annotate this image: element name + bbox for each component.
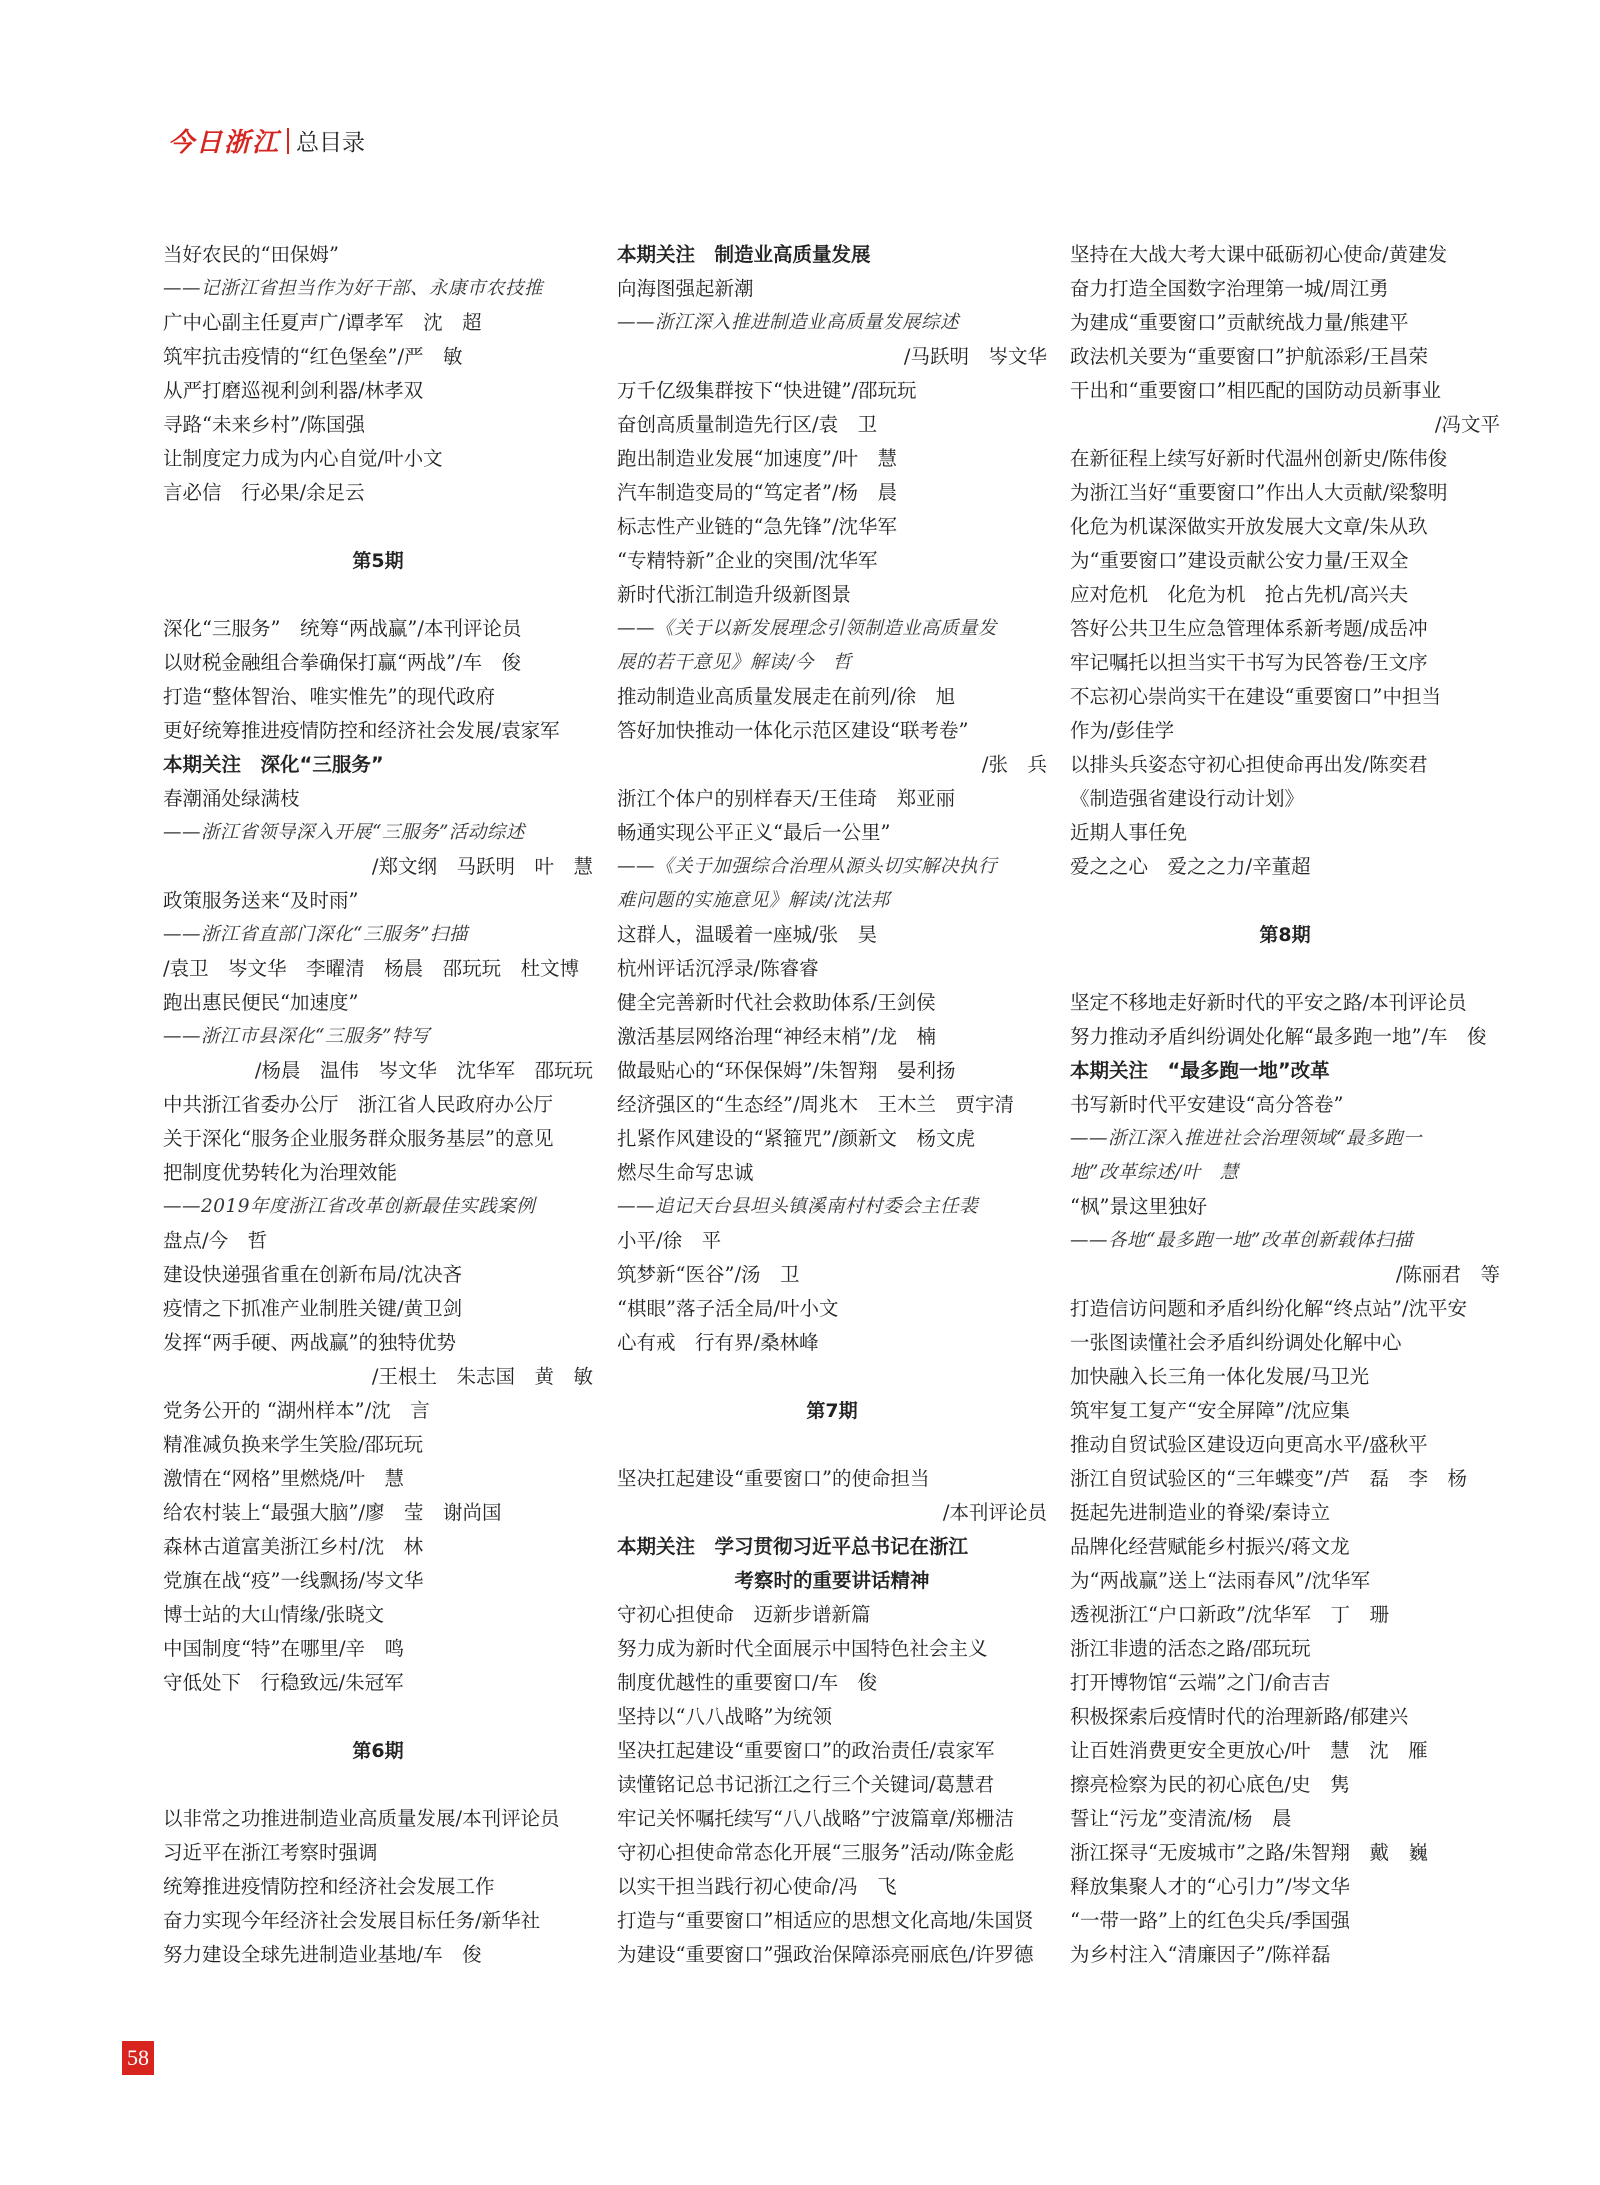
toc-entry: 释放集聚人才的“心引力”/岑文华	[1070, 1875, 1351, 1898]
toc-entry: 做最贴心的“环保保姆”/朱智翔 晏利扬	[617, 1059, 956, 1082]
toc-subtitle: ——浙江深入推进制造业高质量发展综述	[617, 312, 960, 333]
toc-entry: “专精特新”企业的突围/沈华军	[617, 549, 878, 572]
toc-entry: 更好统筹推进疫情防控和经济社会发展/袁家军	[163, 719, 560, 742]
issue-heading: 第7期	[806, 1400, 858, 1422]
toc-entry: 努力推动矛盾纠纷调处化解“最多跑一地”/车 俊	[1070, 1025, 1487, 1048]
spacer	[1070, 884, 1500, 918]
toc-entry: 推动自贸试验区建设迈向更高水平/盛秋平	[1070, 1433, 1428, 1456]
toc-subtitle: ——《关于加强综合治理从源头切实解决执行	[617, 856, 998, 877]
toc-entry: 以实干担当践行初心使命/冯 飞	[617, 1875, 897, 1898]
toc-author-line: /杨晨 温伟 岑文华 沈华军 邵玩玩	[254, 1059, 593, 1082]
toc-subtitle: ——浙江市县深化“三服务”特写	[163, 1026, 430, 1047]
toc-column-1	[163, 238, 593, 1972]
toc-entry: 筑牢抗击疫情的“红色堡垒”/严 敏	[163, 345, 463, 368]
toc-entry: 化危为机谋深做实开放发展大文章/朱从玖	[1070, 515, 1428, 538]
toc-entry: 为建成“重要窗口”贡献统战力量/熊建平	[1070, 311, 1409, 334]
feature-heading: 本期关注 深化“三服务”	[163, 753, 384, 776]
toc-entry: 推动制造业高质量发展走在前列/徐 旭	[617, 685, 956, 708]
toc-subtitle: ——《关于以新发展理念引领制造业高质量发	[617, 618, 998, 639]
toc-entry: 激活基层网络治理“神经末梢”/龙 楠	[617, 1025, 937, 1048]
toc-entry: 杭州评话沉浮录/陈睿睿	[617, 957, 819, 980]
toc-subtitle: 展的若干意见》解读/今 哲	[617, 652, 852, 673]
toc-subtitle: 地”改革综述/叶 慧	[1070, 1162, 1239, 1183]
toc-entry: 答好加快推动一体化示范区建设“联考卷”	[617, 719, 969, 742]
toc-entry: 打造信访问题和矛盾纠纷化解“终点站”/沈平安	[1070, 1297, 1468, 1320]
toc-entry: 浙江非遗的活态之路/邵玩玩	[1070, 1637, 1311, 1660]
toc-entry: 不忘初心崇尚实干在建设“重要窗口”中担当	[1070, 685, 1441, 708]
toc-entry: 努力成为新时代全面展示中国特色社会主义	[617, 1637, 988, 1660]
spacer	[617, 1360, 1047, 1394]
toc-entry: 广中心副主任夏声广/谭孝军 沈 超	[163, 311, 482, 334]
toc-entry: 爱之之心 爱之之力/辛董超	[1070, 855, 1311, 878]
toc-entry: 坚决扛起建设“重要窗口”的政治责任/袁家军	[617, 1739, 995, 1762]
toc-entry: 干出和“重要窗口”相匹配的国防动员新事业	[1070, 379, 1441, 402]
issue-heading: 第8期	[1259, 924, 1311, 946]
toc-entry: “枫”景这里独好	[1070, 1195, 1207, 1218]
toc-entry: 让百姓消费更安全更放心/叶 慧 沈 雁	[1070, 1739, 1428, 1762]
toc-entry: 为“重要窗口”建设贡献公安力量/王双全	[1070, 549, 1409, 572]
issue-heading: 第6期	[352, 1740, 404, 1762]
toc-entry: 关于深化“服务企业服务群众服务基层”的意见	[163, 1127, 554, 1150]
toc-entry: 透视浙江“户口新政”/沈华军 丁 珊	[1070, 1603, 1390, 1626]
toc-entry: 书写新时代平安建设“高分答卷”	[1070, 1093, 1344, 1116]
spacer	[163, 510, 593, 544]
toc-subtitle: ——各地“最多跑一地”改革创新载体扫描	[1070, 1230, 1413, 1251]
toc-entry: 奋力打造全国数字治理第一城/周江勇	[1070, 277, 1389, 300]
toc-entry: 党务公开的 “湖州样本”/沈 言	[163, 1399, 430, 1422]
toc-entry: 应对危机 化危为机 抢占先机/高兴夫	[1070, 583, 1409, 606]
toc-entry: 习近平在浙江考察时强调	[163, 1841, 378, 1864]
toc-entry: 浙江个体户的别样春天/王佳琦 郑亚丽	[617, 787, 956, 810]
toc-entry: 坚定不移地走好新时代的平安之路/本刊评论员	[1070, 991, 1467, 1014]
toc-entry: 疫情之下抓准产业制胜关键/黄卫剑	[163, 1297, 463, 1320]
toc-entry: 誓让“污龙”变清流/杨 晨	[1070, 1807, 1292, 1830]
toc-entry: 制度优越性的重要窗口/车 俊	[617, 1671, 878, 1694]
toc-entry: 牢记嘱托以担当实干书写为民答卷/王文序	[1070, 651, 1428, 674]
spacer	[163, 578, 593, 612]
toc-author-line: /张 兵	[981, 753, 1047, 776]
toc-entry: 品牌化经营赋能乡村振兴/蒋文龙	[1070, 1535, 1350, 1558]
toc-entry: 统筹推进疫情防控和经济社会发展工作	[163, 1875, 495, 1898]
toc-entry: 坚持以“八八战略”为统领	[617, 1705, 832, 1728]
spacer	[163, 1700, 593, 1734]
spacer	[163, 1768, 593, 1802]
page-number: 58	[122, 2041, 154, 2075]
toc-entry: 寻路“未来乡村”/陈国强	[163, 413, 366, 436]
toc-entry: 政法机关要为“重要窗口”护航添彩/王昌荣	[1070, 345, 1429, 368]
toc-entry: 跑出惠民便民“加速度”	[163, 991, 359, 1014]
toc-entry: 打开博物馆“云端”之门/俞吉吉	[1070, 1671, 1331, 1694]
toc-subtitle: ——2019年度浙江省改革创新最佳实践案例	[163, 1196, 536, 1217]
toc-entry: 浙江自贸试验区的“三年蝶变”/芦 磊 李 杨	[1070, 1467, 1468, 1490]
toc-entry: 擦亮检察为民的初心底色/史 隽	[1070, 1773, 1350, 1796]
toc-entry: 标志性产业链的“急先锋”/沈华军	[617, 515, 898, 538]
toc-entry: 给农村装上“最强大脑”/廖 莹 谢尚国	[163, 1501, 502, 1524]
toc-entry: 党旗在战“疫”一线飘扬/岑文华	[163, 1569, 424, 1592]
toc-entry: 畅通实现公平正义“最后一公里”	[617, 821, 891, 844]
toc-entry: 为浙江当好“重要窗口”作出人大贡献/梁黎明	[1070, 481, 1448, 504]
toc-entry: 积极探索后疫情时代的治理新路/郁建兴	[1070, 1705, 1409, 1728]
toc-column-3	[1070, 238, 1500, 1972]
toc-entry: 小平/徐 平	[617, 1229, 722, 1252]
toc-entry: 为乡村注入“清廉因子”/陈祥磊	[1070, 1943, 1331, 1966]
toc-entry: 一张图读懂社会矛盾纠纷调处化解中心	[1070, 1331, 1402, 1354]
toc-entry: 打造与“重要窗口”相适应的思想文化高地/朱国贤	[617, 1909, 1034, 1932]
toc-entry: 心有戒 行有界/桑林峰	[617, 1331, 819, 1354]
toc-entry: 经济强区的“生态经”/周兆木 王木兰 贾宇清	[617, 1093, 1015, 1116]
issue-heading: 第5期	[352, 550, 404, 572]
magazine-logo: 今日浙江	[168, 128, 281, 158]
toc-entry: “棋眼”落子活全局/叶小文	[617, 1297, 839, 1320]
toc-entry: 这群人，温暖着一座城/张 昊	[617, 923, 878, 946]
toc-entry: 万千亿级集群按下“快进键”/邵玩玩	[617, 379, 917, 402]
toc-entry: 近期人事任免	[1070, 821, 1188, 844]
toc-entry: 把制度优势转化为治理效能	[163, 1161, 398, 1184]
toc-entry: 让制度定力成为内心自觉/叶小文	[163, 447, 443, 470]
toc-entry: 言必信 行必果/余足云	[163, 481, 365, 504]
toc-entry: 深化“三服务” 统筹“两战赢”/本刊评论员	[163, 617, 522, 640]
feature-heading: 本期关注 “最多跑一地”改革	[1070, 1059, 1330, 1082]
toc-entry: 筑牢复工复产“安全屏障”/沈应集	[1070, 1399, 1351, 1422]
toc-entry: 燃尽生命写忠诚	[617, 1161, 754, 1184]
toc-entry: 跑出制造业发展“加速度”/叶 慧	[617, 447, 898, 470]
toc-subtitle: 难问题的实施意见》解读/沈法邦	[617, 890, 890, 911]
toc-entry: 作为/彭佳学	[1070, 719, 1175, 742]
feature-heading: 本期关注 制造业高质量发展	[617, 243, 871, 266]
feature-heading: 本期关注 学习贯彻习近平总书记在浙江	[617, 1535, 969, 1558]
toc-entry: 打造“整体智治、唯实惟先”的现代政府	[163, 685, 495, 708]
toc-author-line: /马跃明 岑文华	[903, 345, 1047, 368]
toc-entry: 以非常之功推进制造业高质量发展/本刊评论员	[163, 1807, 560, 1830]
toc-entry: 答好公共卫生应急管理体系新考题/成岳冲	[1070, 617, 1428, 640]
toc-subtitle: ——浙江省直部门深化“三服务”扫描	[163, 924, 468, 945]
toc-entry: 守初心担使命 迈新步谱新篇	[617, 1603, 871, 1626]
toc-entry: 挺起先进制造业的脊梁/秦诗立	[1070, 1501, 1331, 1524]
toc-entry: 《制造强省建设行动计划》	[1070, 787, 1305, 810]
toc-entry: 为“两战赢”送上“法雨春风”/沈华军	[1070, 1569, 1370, 1592]
toc-entry: 建设快递强省重在创新布局/沈决吝	[163, 1263, 463, 1286]
toc-entry: 坚持在大战大考大课中砥砺初心使命/黄建发	[1070, 243, 1448, 266]
toc-entry: 为建设“重要窗口”强政治保障添亮丽底色/许罗德	[617, 1943, 1034, 1966]
spacer	[617, 1428, 1047, 1462]
toc-entry: 中共浙江省委办公厅 浙江省人民政府办公厅	[163, 1093, 554, 1116]
toc-entry: 中国制度“特”在哪里/辛 鸣	[163, 1637, 405, 1660]
section-title: 总目录	[296, 130, 366, 156]
toc-entry: 读懂铭记总书记浙江之行三个关键词/葛慧君	[617, 1773, 995, 1796]
toc-entry: 浙江探寻“无废城市”之路/朱智翔 戴 巍	[1070, 1841, 1429, 1864]
toc-entry: 春潮涌处绿满枝	[163, 787, 300, 810]
toc-subtitle: ——追记天台县坦头镇溪南村村委会主任裴	[617, 1196, 979, 1217]
toc-entry: 以财税金融组合拳确保打赢“两战”/车 俊	[163, 651, 522, 674]
toc-entry: 博士站的大山情缘/张晓文	[163, 1603, 385, 1626]
toc-author-line: /本刊评论员	[942, 1501, 1047, 1524]
toc-entry: 牢记关怀嘱托续写“八八战略”宁波篇章/郑栅洁	[617, 1807, 1015, 1830]
toc-entry: 奋创高质量制造先行区/袁 卫	[617, 413, 878, 436]
toc-entry: 以排头兵姿态守初心担使命再出发/陈奕君	[1070, 753, 1428, 776]
toc-column-2	[617, 238, 1047, 1972]
toc-entry: 从严打磨巡视利剑利器/林孝双	[163, 379, 424, 402]
toc-entry: 在新征程上续写好新时代温州创新史/陈伟俊	[1070, 447, 1448, 470]
toc-entry: 当好农民的“田保姆”	[163, 243, 339, 266]
toc-entry: 政策服务送来“及时雨”	[163, 889, 359, 912]
toc-entry: 精准减负换来学生笑脸/邵玩玩	[163, 1433, 424, 1456]
toc-entry: 向海图强起新潮	[617, 277, 754, 300]
toc-author-line: /陈丽君 等	[1395, 1263, 1500, 1286]
toc-entry: 激情在“网格”里燃烧/叶 慧	[163, 1467, 405, 1490]
toc-entry: “一带一路”上的红色尖兵/季国强	[1070, 1909, 1351, 1932]
header-divider	[287, 128, 289, 154]
toc-entry: 森林古道富美浙江乡村/沈 林	[163, 1535, 424, 1558]
spacer	[1070, 952, 1500, 986]
toc-entry: 加快融入长三角一体化发展/马卫光	[1070, 1365, 1370, 1388]
toc-entry: 努力建设全球先进制造业基地/车 俊	[163, 1943, 482, 1966]
toc-entry: 盘点/今 哲	[163, 1229, 268, 1252]
toc-entry: 新时代浙江制造升级新图景	[617, 583, 852, 606]
toc-entry: /袁卫 岑文华 李曜清 杨晨 邵玩玩 杜文博	[163, 957, 580, 980]
toc-author-line: /郑文纲 马跃明 叶 慧	[371, 855, 593, 878]
toc-entry: 筑梦新“医谷”/汤 卫	[617, 1263, 800, 1286]
feature-heading: 考察时的重要讲话精神	[734, 1569, 930, 1592]
page-header	[168, 122, 365, 159]
toc-subtitle: ——浙江深入推进社会治理领域“最多跑一	[1070, 1128, 1422, 1149]
toc-entry: 守低处下 行稳致远/朱冠军	[163, 1671, 404, 1694]
toc-entry: 奋力实现今年经济社会发展目标任务/新华社	[163, 1909, 541, 1932]
toc-entry: 守初心担使命常态化开展“三服务”活动/陈金彪	[617, 1841, 1015, 1864]
toc-entry: 扎紧作风建设的“紧箍咒”/颜新文 杨文虎	[617, 1127, 976, 1150]
toc-subtitle: ——浙江省领导深入开展“三服务”活动综述	[163, 822, 525, 843]
toc-entry: 汽车制造变局的“笃定者”/杨 晨	[617, 481, 898, 504]
toc-entry: 健全完善新时代社会救助体系/王剑侯	[617, 991, 936, 1014]
toc-entry: 发挥“两手硬、两战赢”的独特优势	[163, 1331, 456, 1354]
toc-entry: 坚决扛起建设“重要窗口”的使命担当	[617, 1467, 930, 1490]
toc-author-line: /王根土 朱志国 黄 敏	[371, 1365, 593, 1388]
toc-subtitle: ——记浙江省担当作为好干部、永康市农技推	[163, 278, 544, 299]
toc-author-line: /冯文平	[1434, 413, 1500, 436]
